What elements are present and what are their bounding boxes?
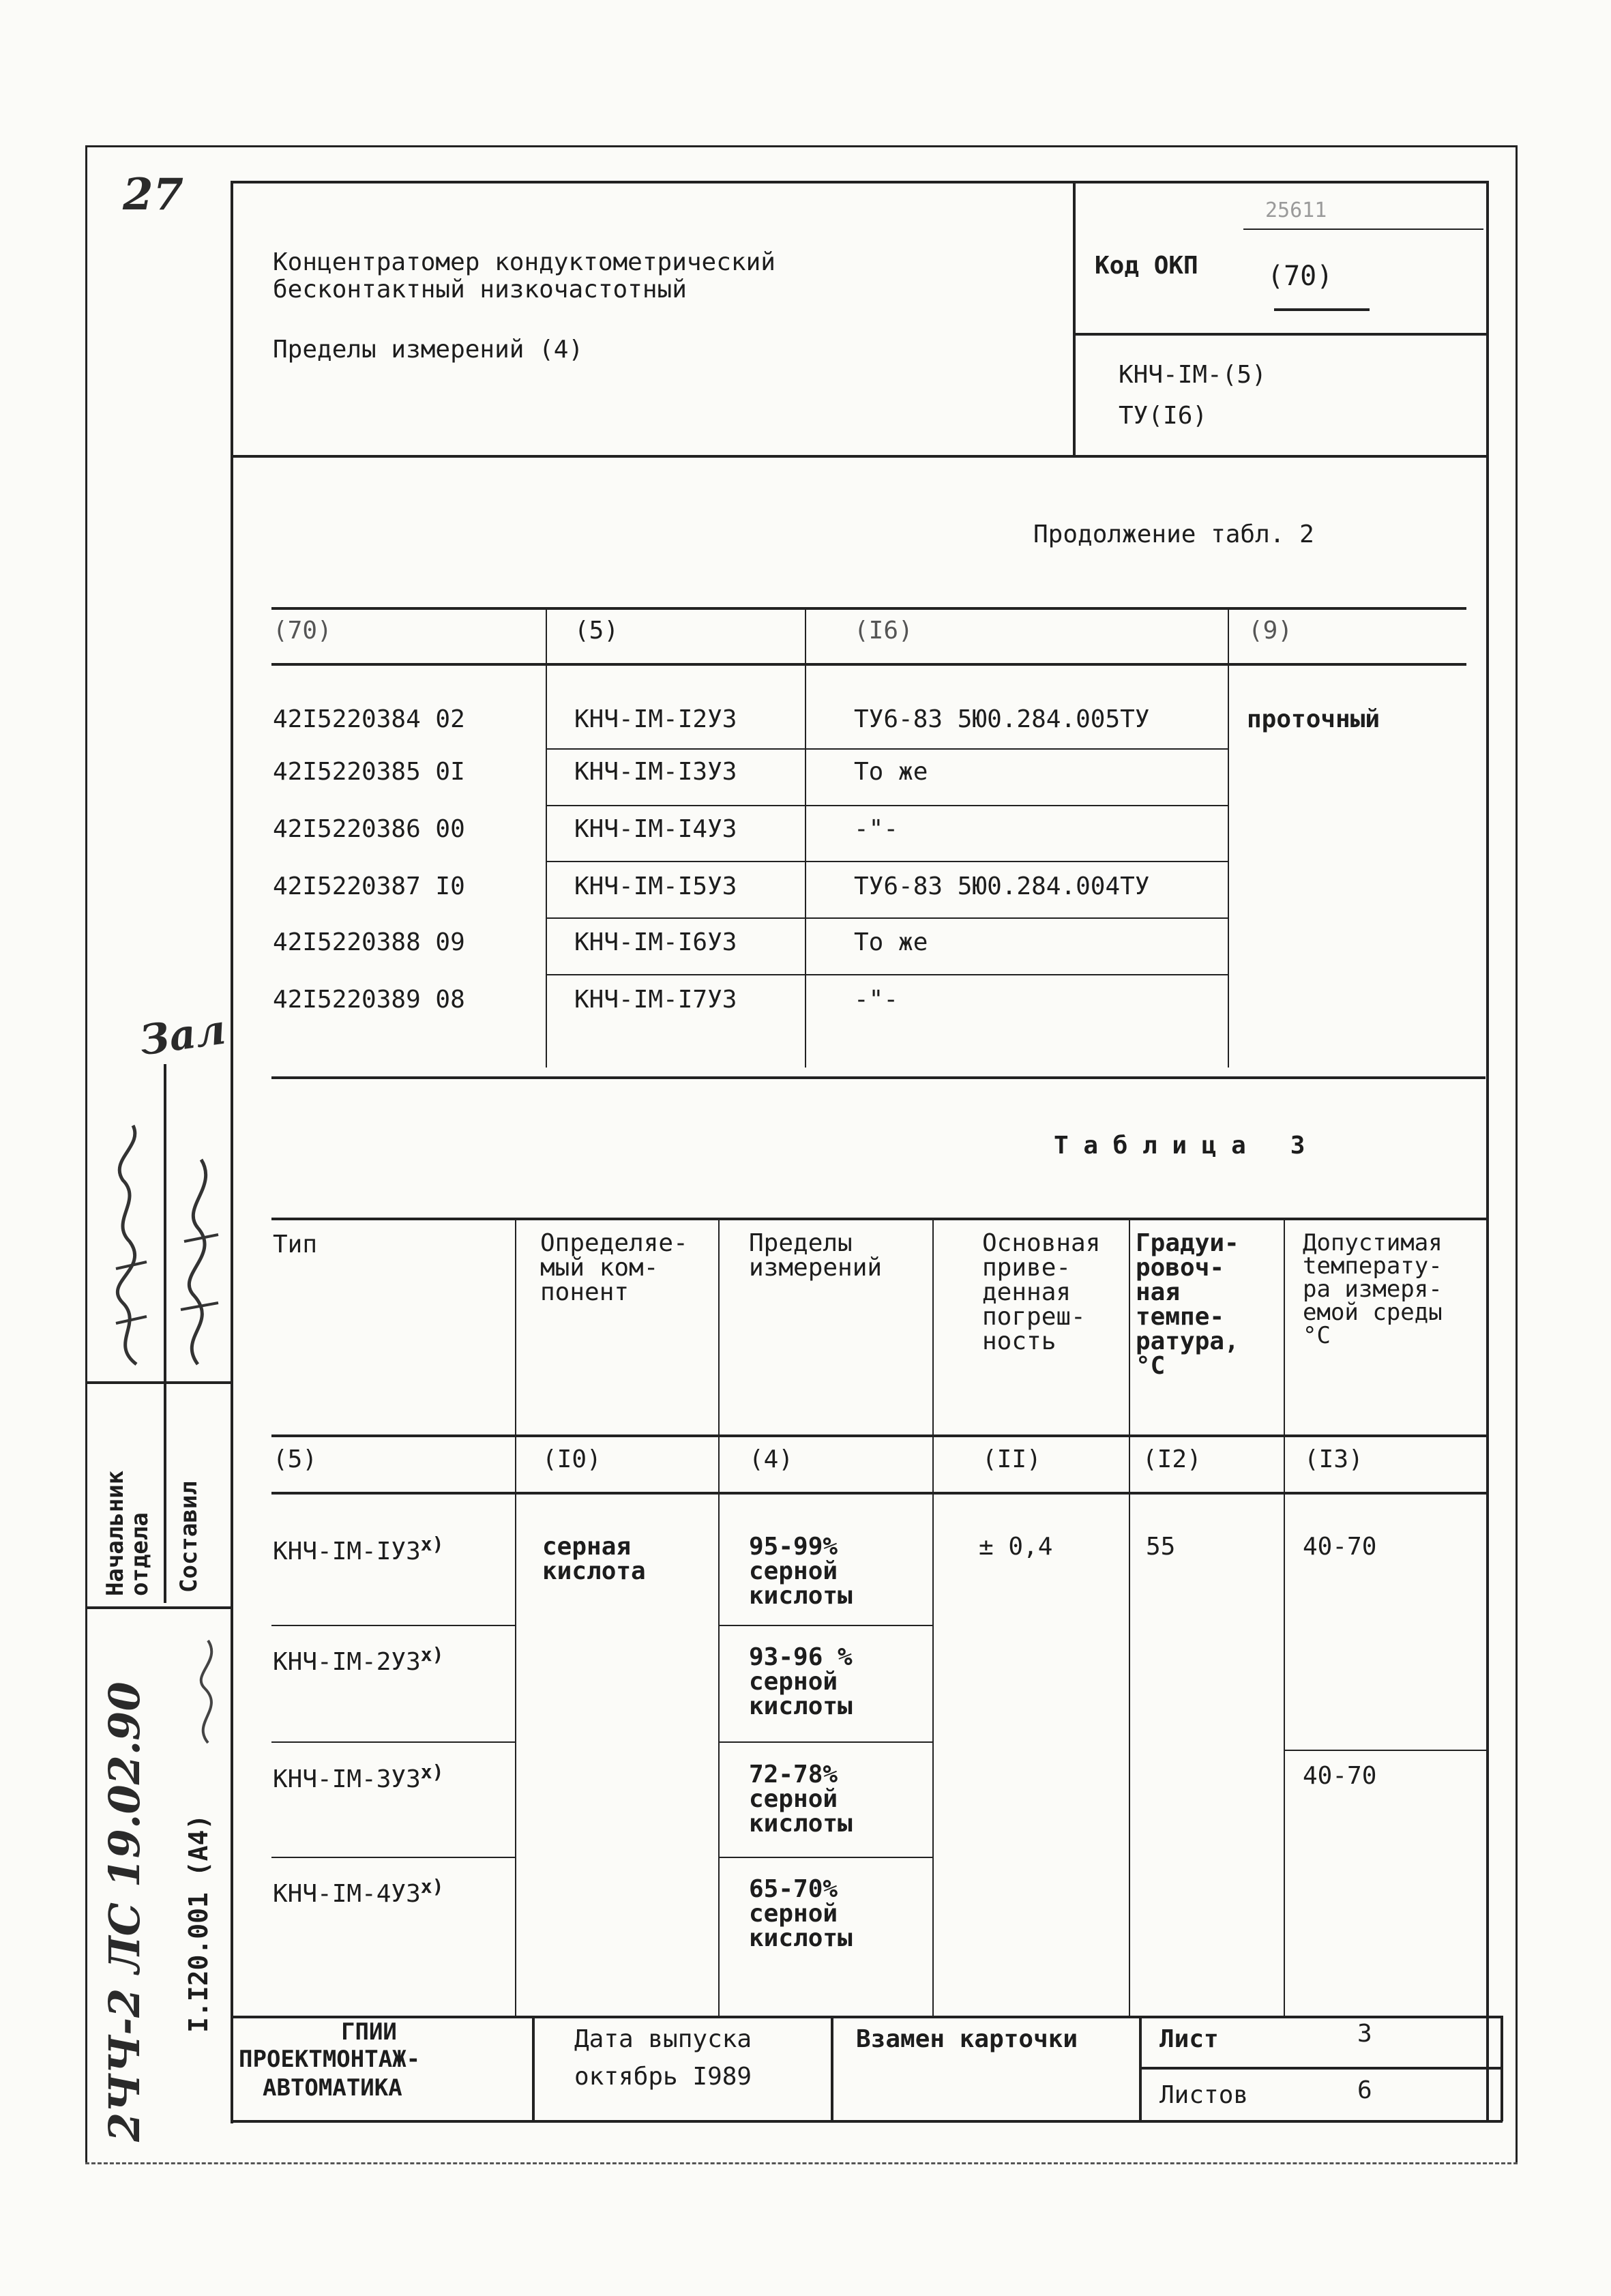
table3-row-type-text: КНЧ-IM-IУЗ xyxy=(273,1537,421,1565)
table3-range-divider xyxy=(718,1857,932,1858)
table2-type-value: проточный xyxy=(1247,705,1380,733)
content-left-border xyxy=(231,181,233,2123)
footnote-mark: x) xyxy=(420,1643,444,1666)
table3-code-type: (5) xyxy=(273,1445,318,1473)
signature-small xyxy=(184,1634,232,1750)
sidebar-head-of-dept xyxy=(104,1471,152,1596)
table2-row-spec: ТУ6-83 5Ю0.284.005ТУ xyxy=(854,705,1150,733)
table3-row-range: 93-96 % серной кислоты xyxy=(749,1643,853,1720)
footer-org-line2: ПРОЕКТМОНТАЖ- xyxy=(239,2046,421,2073)
sidebar-hline-2 xyxy=(85,1606,231,1609)
footer-org-line3: АВТОМАТИКА xyxy=(263,2074,402,2102)
table2-col-divider-1 xyxy=(546,607,547,1068)
footer-sheets-value: 6 xyxy=(1357,2076,1372,2104)
table3-row-range: 95-99% серной кислоты xyxy=(749,1533,853,1610)
table2-row-divider xyxy=(546,748,1228,750)
product-title-line1: Концентратомер кондуктометрический xyxy=(273,248,775,276)
table3-row-range: 65-70% серной кислоты xyxy=(749,1875,853,1952)
table3-code-range: (4) xyxy=(749,1445,794,1473)
table3-row-range: 72-78% серной кислоты xyxy=(749,1761,853,1838)
table2-row-spec: ТУ6-83 5Ю0.284.004ТУ xyxy=(854,872,1150,900)
table2-col-divider-3 xyxy=(1228,607,1229,1068)
table3-code-component: (I0) xyxy=(542,1445,602,1473)
product-title-line2: бесконтактный низкочастотный xyxy=(273,276,687,304)
footer-divider-1 xyxy=(532,2016,535,2121)
table3-top-line xyxy=(271,1218,1487,1220)
table3-header-type: Тип xyxy=(273,1231,318,1259)
sidebar-hline-1 xyxy=(85,1381,231,1384)
model-line1: КНЧ-IM-(5) xyxy=(1119,361,1267,389)
sidebar-handwritten-top: Зал xyxy=(136,1005,229,1065)
table3-row-allowed-temp: 40-70 xyxy=(1303,1762,1377,1790)
table3-calib-temp-value: 55 xyxy=(1146,1533,1176,1561)
sidebar-compiled xyxy=(176,1481,202,1593)
top-border xyxy=(85,145,1518,147)
table3-row-allowed-temp: 40-70 xyxy=(1303,1533,1377,1561)
table2-row-code: 42I5220389 08 xyxy=(273,986,465,1014)
signature-head-of-dept xyxy=(95,1119,164,1371)
okp-faint-number: 25611 xyxy=(1265,198,1327,222)
table3-col-divider-1 xyxy=(515,1218,516,2016)
table2-header-type: (9) xyxy=(1248,617,1293,645)
table2-header-model: (5) xyxy=(574,617,619,645)
page-number-handwritten: 27 xyxy=(123,169,184,220)
table2-row-divider xyxy=(546,805,1228,806)
table3-code-calib-temp: (I2) xyxy=(1142,1445,1202,1473)
table2-row-code: 42I5220388 09 xyxy=(273,928,465,956)
table3-row-type xyxy=(273,1533,443,1565)
table3-row-type xyxy=(273,1761,443,1793)
table3-header-allowed-temp: Допустимая tемперату- ра измеря- емой среды °С xyxy=(1303,1229,1443,1349)
sidebar-handwritten-date xyxy=(101,1681,148,2142)
footer-sheet-label: Лист xyxy=(1159,2025,1219,2053)
okp-box-bottom xyxy=(1073,333,1489,336)
table2-row-model: КНЧ-IM-I2УЗ xyxy=(574,705,737,733)
sidebar-divider xyxy=(164,1064,166,1603)
table3-codes-bottom xyxy=(271,1492,1487,1495)
footer-divider-2 xyxy=(831,2016,833,2121)
table3-header-calib-temp: Градуи- ровоч- ная темпе- ратура, °С xyxy=(1136,1229,1239,1380)
signature-compiled xyxy=(171,1132,228,1371)
table2-row-code: 42I5220386 00 xyxy=(273,815,465,843)
footer-bottom-line xyxy=(231,2120,1503,2123)
okp-code-label: Код ОКП xyxy=(1095,252,1198,280)
table3-row-type-text: КНЧ-IM-4УЗ xyxy=(273,1880,421,1908)
table2-row-model: КНЧ-IM-I6УЗ xyxy=(574,928,737,956)
table3-col-divider-4 xyxy=(1129,1218,1130,2016)
okp-code-underline xyxy=(1274,308,1370,311)
table2-continuation-label: Продолжение табл. 2 xyxy=(1033,520,1314,548)
header-bottom-line xyxy=(231,455,1489,458)
table3-component-value: серная кислота xyxy=(542,1533,646,1585)
footer-replaces-label: Взамен карточки xyxy=(856,2025,1078,2053)
sidebar-doc-code-text: I.I20.001 (A4) xyxy=(183,1814,213,2033)
table2-row-model: КНЧ-IM-I5УЗ xyxy=(574,872,737,900)
table3-header-component: Определяе- мый ком- понент xyxy=(540,1229,688,1306)
table3-title: Т а б л и ц а 3 xyxy=(1054,1132,1305,1160)
table2-top-line xyxy=(271,607,1466,610)
table3-row-type-text: КНЧ-IM-2УЗ xyxy=(273,1648,421,1676)
footer-sheets-label: Листов xyxy=(1159,2081,1249,2109)
table3-row-type xyxy=(273,1644,443,1676)
table2-row-spec: -"- xyxy=(854,815,899,843)
table2-row-code: 42I5220387 I0 xyxy=(273,872,465,900)
table2-row-code: 42I5220384 02 xyxy=(273,705,465,733)
table2-row-model: КНЧ-IM-I4УЗ xyxy=(574,815,737,843)
table2-header-bottom xyxy=(271,663,1466,666)
table3-col-divider-3 xyxy=(932,1218,934,2016)
footer-sheet-divider xyxy=(1139,2067,1502,2070)
table2-header-code: (70) xyxy=(273,617,332,645)
table2-row-divider xyxy=(546,974,1228,975)
table3-type-divider xyxy=(271,1741,515,1743)
table2-col-divider-2 xyxy=(805,607,806,1068)
table2-row-spec: То же xyxy=(854,758,928,786)
table3-error-value: ± 0,4 xyxy=(979,1533,1053,1561)
left-margin-border xyxy=(85,145,87,2164)
table3-type-divider xyxy=(271,1625,515,1626)
sidebar-doc-code xyxy=(184,1814,213,2033)
table3-row-type xyxy=(273,1876,443,1908)
table2-row-divider xyxy=(546,917,1228,919)
measurement-limits-label: Пределы измерений (4) xyxy=(273,336,584,364)
table3-type-divider xyxy=(271,1857,515,1858)
table2-row-spec: То же xyxy=(854,928,928,956)
footer-org-line1: ГПИИ xyxy=(341,2018,397,2046)
table3-allowed-temp-divider xyxy=(1284,1750,1488,1751)
table2-row-model: КНЧ-IM-I7УЗ xyxy=(574,986,737,1014)
footer-top-line xyxy=(231,2016,1503,2018)
sidebar-compiled-text: Составил xyxy=(175,1481,203,1593)
table3-range-divider xyxy=(718,1741,932,1743)
table2-header-spec: (I6) xyxy=(854,617,913,645)
sidebar-head-of-dept-text: Начальник отдела xyxy=(102,1470,153,1596)
table2-row-divider xyxy=(546,861,1228,862)
okp-faint-underline xyxy=(1243,229,1483,230)
footer-release-value: октябрь I989 xyxy=(574,2063,752,2091)
table2-row-code: 42I5220385 0I xyxy=(273,758,465,786)
table3-col-divider-5 xyxy=(1284,1218,1285,2016)
header-right-border xyxy=(1486,181,1489,2121)
table2-row-model: КНЧ-IM-I3УЗ xyxy=(574,758,737,786)
footnote-mark: x) xyxy=(420,1533,444,1555)
table3-code-allowed-temp: (I3) xyxy=(1304,1445,1363,1473)
footnote-mark: x) xyxy=(420,1761,444,1783)
right-border xyxy=(1516,145,1518,2164)
header-top-line xyxy=(231,181,1489,183)
okp-code-value: (70) xyxy=(1267,261,1333,292)
bottom-cut-line xyxy=(85,2162,1518,2164)
table3-header-range: Пределы измерений xyxy=(749,1229,883,1282)
table2-row-spec: -"- xyxy=(854,986,899,1014)
footnote-mark: x) xyxy=(420,1875,444,1898)
table2-bottom-line xyxy=(271,1076,1486,1079)
table3-row-type-text: КНЧ-IM-3УЗ xyxy=(273,1765,421,1793)
table3-col-divider-2 xyxy=(718,1218,720,2016)
table3-header-error: Основная приве- денная погреш- ность xyxy=(982,1229,1101,1355)
table3-header-bottom xyxy=(271,1434,1487,1437)
model-line2: ТУ(I6) xyxy=(1119,402,1208,430)
sidebar-handwritten-date-text: 2ЧЧ-2 ЛС 19.02.90 xyxy=(100,1681,149,2142)
footer-sheet-value: 3 xyxy=(1357,2020,1372,2048)
table3-code-error: (II) xyxy=(982,1445,1041,1473)
table3-range-divider xyxy=(718,1625,932,1626)
footer-release-label: Дата выпуска xyxy=(574,2025,752,2053)
header-divider xyxy=(1073,181,1076,456)
